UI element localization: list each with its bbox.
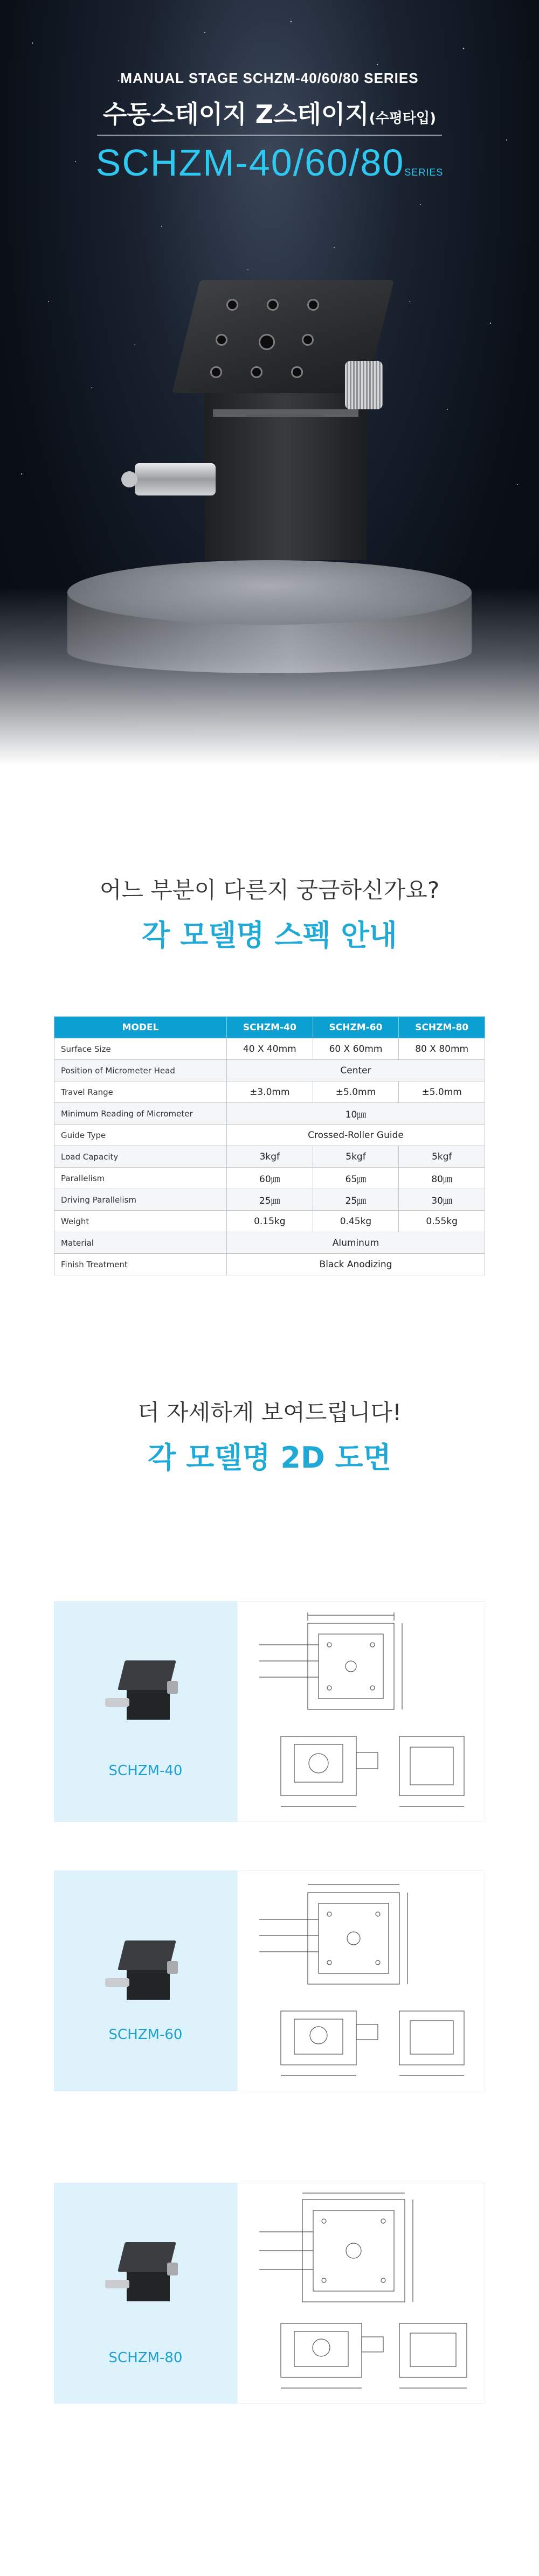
cell: 0.45kg bbox=[313, 1211, 399, 1232]
card-photo-panel bbox=[54, 2183, 237, 2404]
spec-heading bbox=[0, 872, 539, 954]
cell: 30㎛ bbox=[399, 1189, 485, 1211]
mounting-hole bbox=[216, 334, 227, 346]
cell-merged: Crossed-Roller Guide bbox=[227, 1125, 485, 1146]
cell: 60㎛ bbox=[227, 1168, 313, 1189]
cell-merged: Aluminum bbox=[227, 1232, 485, 1254]
table-row bbox=[54, 1146, 485, 1168]
table-row bbox=[54, 1081, 485, 1103]
cell: 0.15kg bbox=[227, 1211, 313, 1232]
spec-question: 어느 부분이 다른지 궁금하신가요? bbox=[99, 877, 440, 903]
table-row bbox=[54, 1232, 485, 1254]
card-photo-panel bbox=[54, 1870, 237, 2091]
mounting-hole bbox=[210, 366, 222, 378]
table-row bbox=[54, 1125, 485, 1146]
cell: ±3.0mm bbox=[227, 1081, 313, 1103]
cell: 0.55kg bbox=[399, 1211, 485, 1232]
cell: 25㎛ bbox=[227, 1189, 313, 1211]
cell: 65㎛ bbox=[313, 1168, 399, 1189]
cell: 80 X 80mm bbox=[399, 1038, 485, 1060]
spec-title: 각 모델명 스펙 안내 bbox=[142, 918, 397, 952]
row-label: Guide Type bbox=[54, 1125, 227, 1146]
mounting-hole bbox=[302, 334, 314, 346]
row-label: Finish Treatment bbox=[54, 1254, 227, 1275]
row-label: Load Capacity bbox=[54, 1146, 227, 1168]
mounting-hole bbox=[251, 366, 262, 378]
technical-drawing bbox=[238, 1602, 486, 1823]
row-label: Material bbox=[54, 1232, 227, 1254]
card-model-label: SCHZM-40 bbox=[108, 1763, 183, 1779]
card-photo-panel bbox=[54, 1601, 237, 1822]
cell: 3kgf bbox=[227, 1146, 313, 1168]
cell: 80㎛ bbox=[399, 1168, 485, 1189]
cell: 40 X 40mm bbox=[227, 1038, 313, 1060]
table-row bbox=[54, 1189, 485, 1211]
drawing-card-schzm-40 bbox=[54, 1601, 485, 1822]
cell-merged: Black Anodizing bbox=[227, 1254, 485, 1275]
header-schzm-80: SCHZM-80 bbox=[399, 1017, 485, 1038]
adjustment-knob bbox=[345, 361, 383, 409]
mounting-hole bbox=[307, 299, 319, 311]
spec-header-row bbox=[54, 1017, 485, 1038]
hero-subtitle: MANUAL STAGE SCHZM-40/60/80 SERIES bbox=[120, 70, 419, 86]
row-label: Driving Parallelism bbox=[54, 1189, 227, 1211]
mounting-hole bbox=[259, 334, 275, 350]
micrometer-head bbox=[135, 463, 216, 495]
hero-model bbox=[0, 141, 539, 184]
cell: 60 X 60mm bbox=[313, 1038, 399, 1060]
hero-banner bbox=[0, 0, 539, 765]
micrometer-tip bbox=[121, 471, 137, 487]
card-drawing-panel bbox=[237, 2183, 485, 2404]
card-drawing-panel bbox=[237, 1601, 485, 1822]
row-label: Minimum Reading of Micrometer bbox=[54, 1103, 227, 1125]
cell: 5kgf bbox=[399, 1146, 485, 1168]
cell: ±5.0mm bbox=[399, 1081, 485, 1103]
product-thumbnail bbox=[113, 1660, 178, 1725]
hero-divider bbox=[97, 135, 442, 136]
spec-table bbox=[54, 1016, 485, 1275]
row-label: Travel Range bbox=[54, 1081, 227, 1103]
header-schzm-60: SCHZM-60 bbox=[313, 1017, 399, 1038]
card-model-label: SCHZM-80 bbox=[108, 2350, 183, 2366]
table-row bbox=[54, 1103, 485, 1125]
cell-merged: Center bbox=[227, 1060, 485, 1081]
cell: 5kgf bbox=[313, 1146, 399, 1168]
stage-rail bbox=[213, 409, 358, 417]
table-row bbox=[54, 1038, 485, 1060]
cell: 25㎛ bbox=[313, 1189, 399, 1211]
table-row bbox=[54, 1254, 485, 1275]
drawing-card-schzm-80 bbox=[54, 2183, 485, 2404]
card-model-label: SCHZM-60 bbox=[108, 2027, 183, 2043]
hero-title-main: 수동스테이지 Z스테이지 bbox=[103, 100, 369, 129]
row-label: Weight bbox=[54, 1211, 227, 1232]
mounting-hole bbox=[267, 299, 279, 311]
drawing-heading bbox=[0, 1395, 539, 1476]
cell: ±5.0mm bbox=[313, 1081, 399, 1103]
table-row bbox=[54, 1060, 485, 1081]
hero-model-name: SCHZM-40/60/80 bbox=[95, 142, 405, 184]
drawing-card-schzm-60 bbox=[54, 1870, 485, 2091]
table-row bbox=[54, 1211, 485, 1232]
table-row bbox=[54, 1168, 485, 1189]
product-thumbnail bbox=[113, 1940, 178, 2005]
hero-model-series: SERIES bbox=[404, 167, 444, 178]
row-label: Surface Size bbox=[54, 1038, 227, 1060]
mounting-hole bbox=[226, 299, 238, 311]
card-drawing-panel bbox=[237, 1870, 485, 2091]
technical-drawing bbox=[238, 2183, 486, 2404]
hero-title-small: (수평타입) bbox=[369, 110, 436, 127]
row-label: Position of Micrometer Head bbox=[54, 1060, 227, 1081]
hero-title bbox=[0, 95, 539, 130]
hero-fade bbox=[0, 587, 539, 765]
cell-merged: 10㎛ bbox=[227, 1103, 485, 1125]
row-label: Parallelism bbox=[54, 1168, 227, 1189]
product-thumbnail bbox=[113, 2242, 178, 2307]
mounting-hole bbox=[291, 366, 303, 378]
header-schzm-40: SCHZM-40 bbox=[227, 1017, 313, 1038]
technical-drawing bbox=[238, 1871, 486, 2092]
drawing-title: 각 모델명 2D 도면 bbox=[148, 1441, 391, 1475]
drawing-question: 더 자세하게 보여드립니다! bbox=[137, 1399, 402, 1426]
header-model: MODEL bbox=[54, 1017, 227, 1038]
